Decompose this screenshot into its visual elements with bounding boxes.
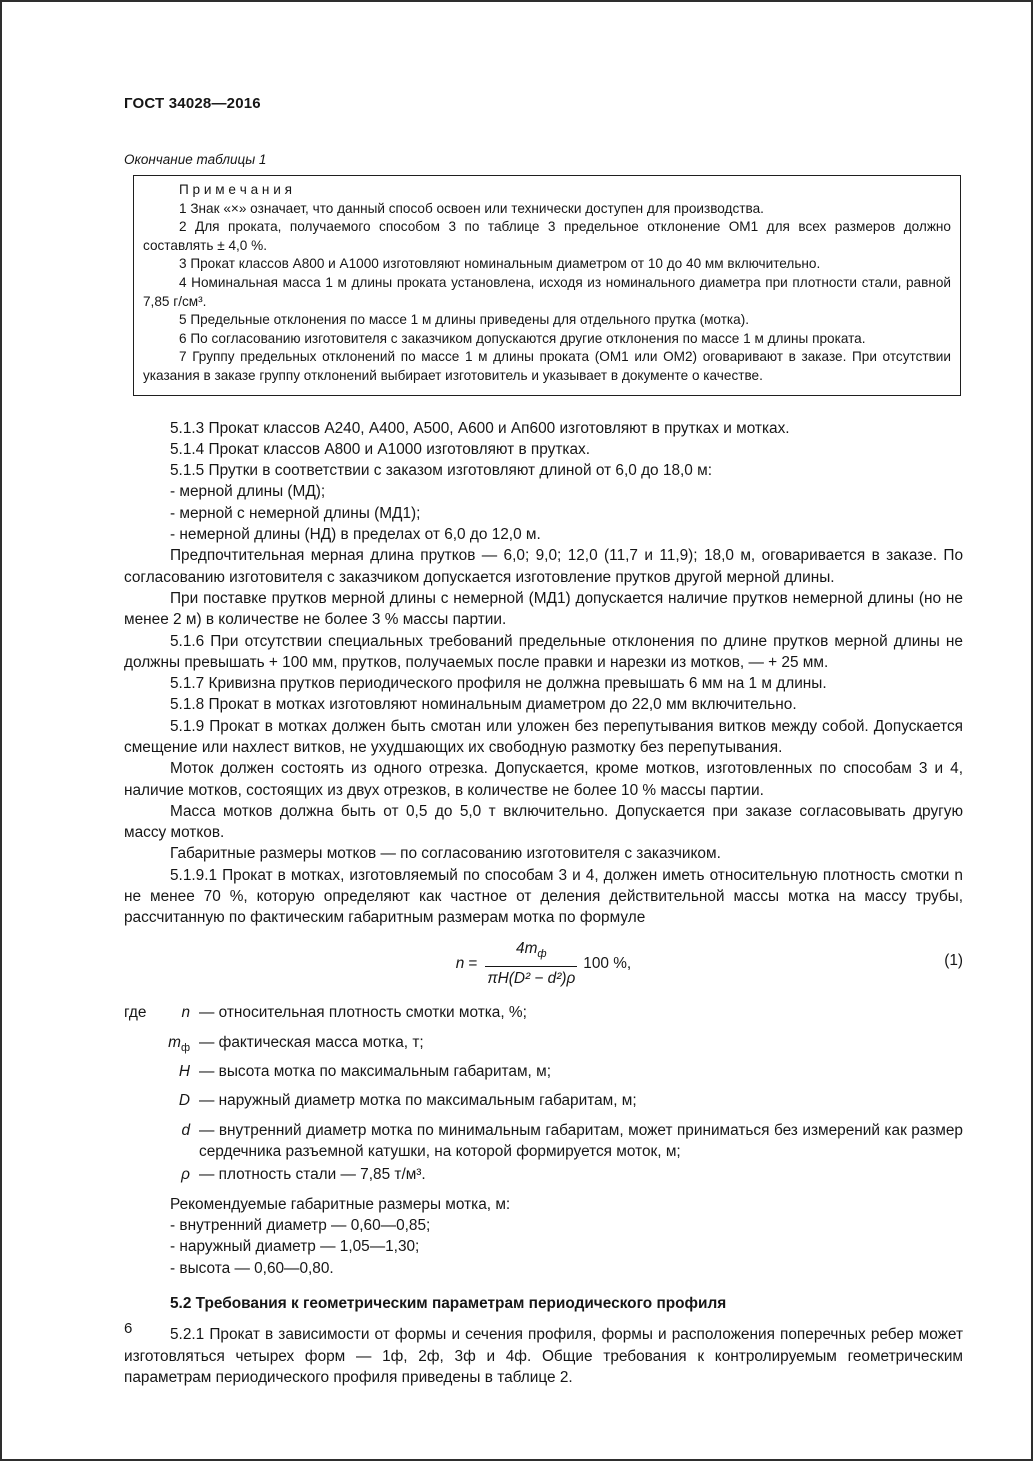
where-item bbox=[124, 1002, 963, 1029]
body-paragraph: 5.1.3 Прокат классов А240, А400, А500, А600 и Ап600 изготовляют в прутках и мотках. bbox=[170, 419, 790, 437]
list-item: - мерной длины (МД); bbox=[170, 483, 326, 501]
formula-numerator-coeff: 4m bbox=[516, 939, 538, 957]
body-paragraph: Габаритные размеры мотков — по согласованию изготовителя с заказчиком. bbox=[170, 845, 721, 863]
where-term: $m_ф$ bbox=[168, 1033, 190, 1054]
note-item: 1 Знак «×» означает, что данный способ освоен или технически доступен для производства. bbox=[179, 200, 764, 216]
where-item bbox=[124, 1164, 963, 1191]
note-item: 3 Прокат классов А800 и А1000 изготовляют номинальным диаметром от 10 до 40 мм включительно. bbox=[179, 256, 821, 272]
where-definition: — высота мотка по максимальным габаритам, м; bbox=[199, 1063, 551, 1081]
notes-box bbox=[133, 175, 961, 396]
formula-numerator bbox=[485, 938, 577, 967]
note-item: 6 По согласованию изготовителя с заказчиком допускаются другие отклонения по массе 1 м длины проката. bbox=[179, 330, 866, 346]
where-definition: — внутренний диаметр мотка по минимальным габаритам, может приниматься без измерений как размер сердечника разъемной катушки, на которой формируется моток, м; bbox=[199, 1121, 963, 1161]
body-paragraph: 5.2.1 Прокат в зависимости от формы и сечения профиля, формы и расположения поперечных ребер может изготовляться четырех форм — 1ф, 2ф, 3ф и 4ф. Общие требования к контролируемым геометрическим параметрам периодического профиля приведены в таблице 2. bbox=[124, 1326, 963, 1386]
where-term: n bbox=[181, 1004, 190, 1022]
body-paragraph: Рекомендуемые габаритные размеры мотка, м: bbox=[170, 1195, 511, 1213]
list-item: - немерной длины (НД) в пределах от 6,0 до 12,0 м. bbox=[170, 526, 541, 544]
where-term: d bbox=[181, 1121, 190, 1139]
body-paragraph: 5.1.8 Прокат в мотках изготовляют номинальным диаметром до 22,0 мм включительно. bbox=[170, 696, 797, 714]
formula-denominator: πH(D² − d²)ρ bbox=[487, 970, 576, 988]
body-paragraph: 5.1.6 При отсутствии специальных требований предельные отклонения по длине прутков мерной длины не должны превышать + 100 мм, прутков, получаемых после правки и нарезки из мотков, — + 25 мм. bbox=[124, 632, 963, 671]
list-item: - высота — 0,60—0,80. bbox=[170, 1259, 334, 1277]
list-item: - мерной с немерной длины (МД1); bbox=[170, 504, 421, 522]
where-list bbox=[124, 1002, 963, 1191]
after-formula-block bbox=[124, 1194, 963, 1388]
formula-equals: = bbox=[468, 954, 478, 972]
where-lead: где bbox=[124, 1004, 147, 1022]
where-term: D bbox=[178, 1092, 190, 1110]
body-paragraph: Масса мотков должна быть от 0,5 до 5,0 т включительно. Допускается при заказе согласовывать другую массу мотков. bbox=[124, 802, 963, 842]
note-item: 7 Группу предельных отклонений по массе 1 м длины проката (ОМ1 или ОМ2) оговаривают в заказе. При отсутствии указания в заказе группу отклонений выбирает изготовитель и указывает в документе о качестве. bbox=[143, 349, 951, 383]
document-header: ГОСТ 34028—2016 bbox=[124, 95, 261, 112]
note-item: 5 Предельные отклонения по массе 1 м длины приведены для отдельного прутка (мотка). bbox=[179, 312, 750, 328]
note-item: 2 Для проката, получаемого способом 3 по таблице 3 предельное отклонение ОМ1 для всех размеров должно составлять ± 4,0 %. bbox=[143, 219, 951, 253]
where-term: H bbox=[178, 1063, 190, 1081]
where-definition: — относительная плотность смотки мотка, %; bbox=[199, 1004, 527, 1022]
body-paragraph: Моток должен состоять из одного отрезка. Допускается, кроме мотков, изготовленных по способам 3 и 4, наличие мотков, состоящих из двух отрезков, в количестве не более 10 % массы партии. bbox=[124, 760, 963, 799]
formula-suffix: 100 %, bbox=[583, 954, 632, 972]
where-definition: — фактическая масса мотка, т; bbox=[199, 1033, 424, 1051]
formula-expression bbox=[456, 938, 631, 990]
page-number: 6 bbox=[124, 1320, 133, 1337]
body-paragraph: 5.1.4 Прокат классов А800 и А1000 изготовляют в прутках. bbox=[170, 440, 590, 458]
where-item bbox=[124, 1032, 963, 1059]
formula-numerator-sub: ф bbox=[537, 947, 547, 960]
body-paragraph: При поставке прутков мерной длины с немерной (МД1) допускается наличие прутков немерной длины (но не менее 2 м) в количестве не более 3 % массы партии. bbox=[124, 589, 963, 629]
formula-number: (1) bbox=[944, 951, 963, 969]
body-paragraph: 5.1.9.1 Прокат в мотках, изготовляемый по способам 3 и 4, должен иметь относительную плотность смотки n не менее 70 %, которую определяют как частное от деления действительной массы мотка на массу трубы, рассчитанную по фактическим габаритным размерам мотка по формуле bbox=[124, 866, 963, 927]
formula-fraction bbox=[485, 938, 577, 990]
body-paragraph: 5.1.9 Прокат в мотках должен быть смотан или уложен без перепутывания витков между собой. Допускается смещение или нахлест витков, не ухудшающих их свободную размотку без перепутывания. bbox=[124, 717, 963, 756]
formula-lhs: n bbox=[455, 954, 465, 972]
where-definition: — наружный диаметр мотка по максимальным габаритам, м; bbox=[199, 1092, 637, 1110]
body-text bbox=[124, 418, 963, 1389]
section-heading: 5.2 Требования к геометрическим параметрам периодического профиля bbox=[170, 1294, 727, 1312]
formula bbox=[124, 938, 963, 990]
where-term: ρ bbox=[181, 1166, 190, 1184]
body-paragraph: 5.1.7 Кривизна прутков периодического профиля не должна превышать 6 мм на 1 м длины. bbox=[170, 675, 827, 693]
where-item bbox=[124, 1120, 963, 1163]
where-item bbox=[124, 1090, 963, 1117]
where-item bbox=[124, 1061, 963, 1088]
table-continuation-caption: Окончание таблицы 1 bbox=[124, 152, 267, 167]
list-item: - наружный диаметр — 1,05—1,30; bbox=[170, 1238, 420, 1256]
list-item: - внутренний диаметр — 0,60—0,85; bbox=[170, 1217, 431, 1235]
body-paragraph: 5.1.5 Прутки в соответствии с заказом изготовляют длиной от 6,0 до 18,0 м: bbox=[170, 462, 712, 480]
where-definition: — плотность стали — 7,85 т/м³. bbox=[199, 1166, 426, 1184]
page-content bbox=[124, 95, 963, 1388]
notes-title: П р и м е ч а н и я bbox=[179, 182, 292, 197]
body-paragraph: Предпочтительная мерная длина прутков — 6,0; 9,0; 12,0 (11,7 и 11,9); 18,0 м, оговаривается в заказе. По согласованию изготовителя с заказчиком допускается изготовление прутков другой мерной длины. bbox=[124, 547, 963, 586]
note-item: 4 Номинальная масса 1 м длины проката установлена, исходя из номинального диаметра при плотности стали, равной 7,85 г/см³. bbox=[143, 274, 951, 309]
